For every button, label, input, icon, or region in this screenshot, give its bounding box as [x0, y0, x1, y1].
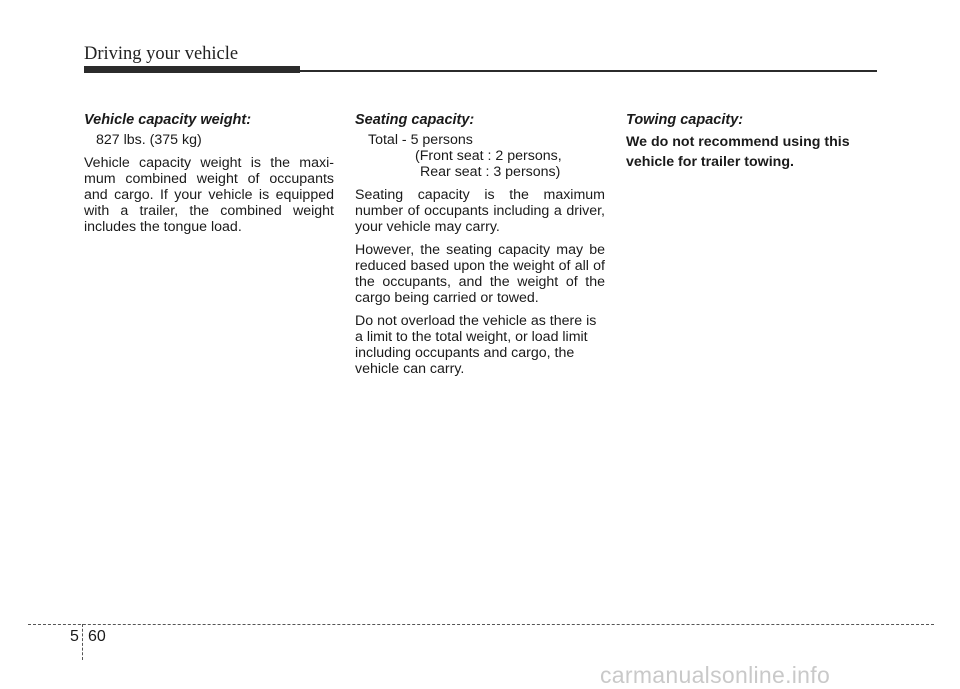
vehicle-capacity-body: Vehicle capacity weight is the maxi-mum combined weight of occupants and cargo. If your vehicle is equipped with a trailer, the combined weight includes the tongue load.	[84, 155, 334, 235]
towing-capacity-heading: Towing capacity:	[626, 112, 744, 128]
vehicle-capacity-heading: Vehicle capacity weight:	[84, 112, 252, 128]
column-seating-capacity	[355, 111, 605, 384]
seating-para-3: Do not overload the vehicle as there is a limit to the total weight, or load limit including occupants and cargo, the vehicle can carry.	[355, 313, 597, 377]
seating-total: Total - 5 persons	[368, 132, 473, 148]
seating-para-2: However, the seating capacity may be reduced based upon the weight of all of the occupants, and the weight of the cargo being carried or towed.	[355, 242, 605, 306]
column-vehicle-capacity	[84, 111, 334, 242]
column-towing-capacity	[626, 111, 876, 172]
chapter-number: 5	[70, 628, 79, 645]
seating-para-1: Seating capacity is the maximum number of occupants including a driver, your vehicle may carry.	[355, 187, 605, 235]
seating-rear: Rear seat : 3 persons)	[420, 164, 561, 180]
watermark: carmanualsonline.info	[600, 662, 831, 688]
header-rule-thin	[300, 70, 877, 72]
footer-divider	[82, 624, 83, 660]
seating-capacity-heading: Seating capacity:	[355, 112, 475, 128]
page-header-title: Driving your vehicle	[84, 44, 239, 64]
footer-rule	[28, 624, 934, 625]
header-rule-thick	[84, 66, 300, 73]
seating-front: (Front seat : 2 persons,	[415, 148, 562, 164]
towing-capacity-body: We do not recommend using this vehicle for trailer towing.	[626, 134, 850, 170]
page-number: 60	[88, 628, 106, 645]
vehicle-capacity-value: 827 lbs. (375 kg)	[96, 132, 202, 148]
